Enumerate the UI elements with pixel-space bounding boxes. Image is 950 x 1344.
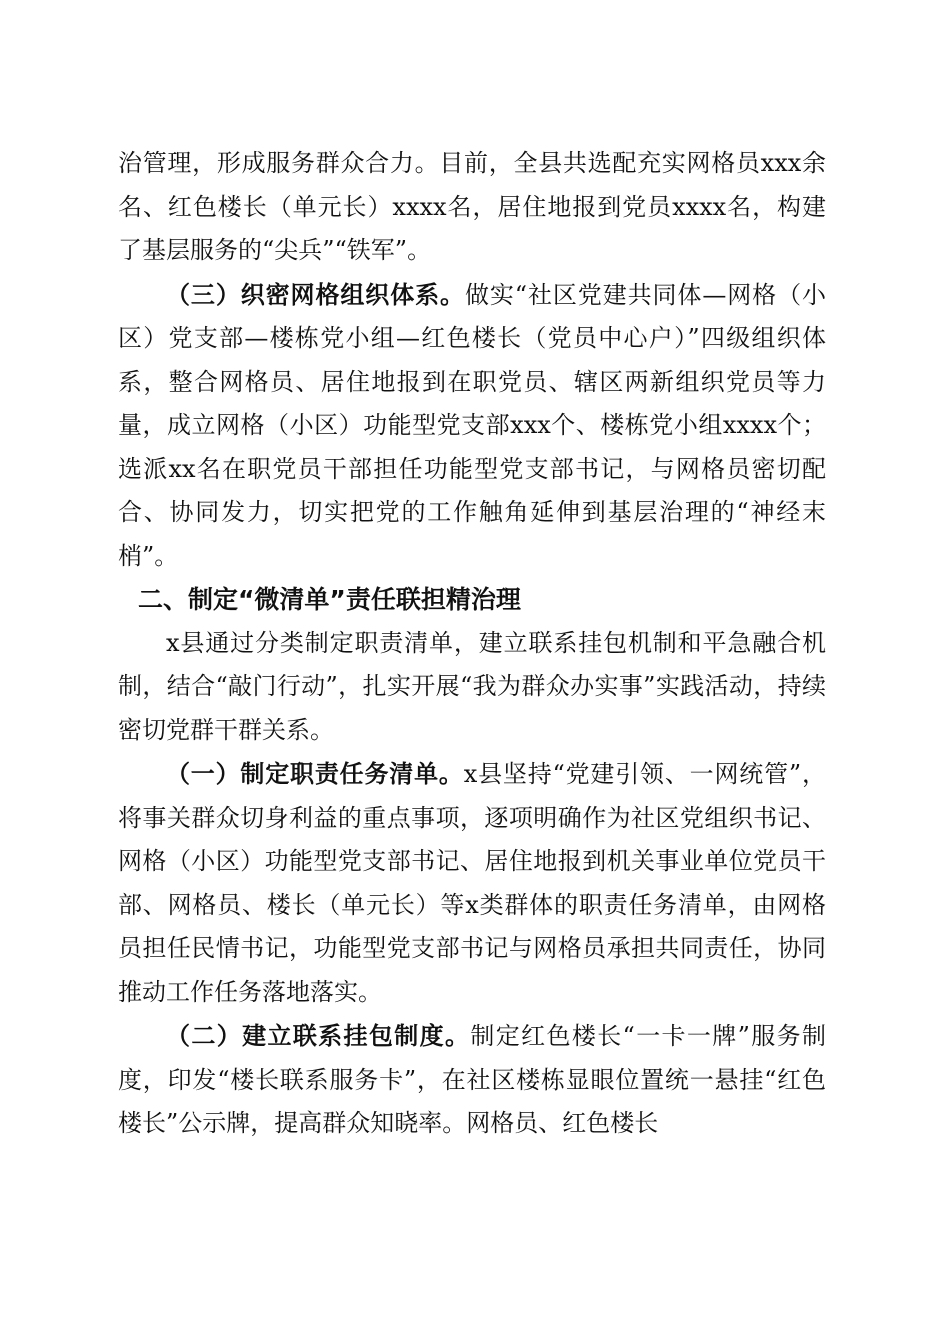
paragraph-section-1	[118, 752, 826, 1014]
paragraph-intro	[118, 622, 826, 753]
paragraph-lead: （一）制定职责任务清单。	[166, 759, 464, 788]
paragraph-lead: （二）建立联系挂包制度。	[166, 1021, 471, 1050]
paragraph-text: 制定红色楼长“一卡一牌”服务制度，印发“楼长联系服务卡”，在社区楼栋显眼位置统一悬挂“红色楼长”公示牌，提高群众知晓率。网格员、红色楼长	[118, 1022, 827, 1137]
document-body	[118, 142, 826, 1146]
paragraph-text: 做实“社区党建共同体—网格（小区）党支部—楼栋党小组—红色楼长（党员中心户）”四级组织体系，整合网格员、居住地报到在职党员、辖区两新组织党员等力量，成立网格（小区）功能型党支部xxx个、楼栋党小组xxxx个；选派xx名在职党员干部担任功能型党支部书记，与网格员密切配合、协同发力，切实把党的工作触角延伸到基层治理的“神经末梢”。	[118, 280, 826, 570]
paragraph-text: 治管理，形成服务群众合力。目前，全县共选配充实网格员xxx余名、红色楼长（单元长）xxxx名，居住地报到党员xxxx名，构建了基层服务的“尖兵”“铁军”。	[118, 149, 826, 264]
paragraph-continuation	[118, 142, 826, 273]
paragraph-text: x县坚持“党建引领、一网统管”，将事关群众切身利益的重点事项，逐项明确作为社区党组织书记、网格（小区）功能型党支部书记、居住地报到机关事业单位党员干部、网格员、楼长（单元长）等x类群体的职责任务清单，由网格员担任民情书记，功能型党支部书记与网格员承担共同责任，协同推动工作任务落地落实。	[118, 760, 827, 1006]
paragraph-lead: （三）织密网格组织体系。	[166, 279, 465, 309]
paragraph-text: x县通过分类制定职责清单，建立联系挂包机制和平急融合机制，结合“敲门行动”，扎实开展“我为群众办实事”实践活动，持续密切党群干群关系。	[118, 628, 826, 744]
section-heading: 二、制定“微清单”责任联担精治理	[138, 585, 521, 614]
paragraph-section-2	[118, 1014, 826, 1146]
paragraph-section-3	[118, 273, 826, 579]
